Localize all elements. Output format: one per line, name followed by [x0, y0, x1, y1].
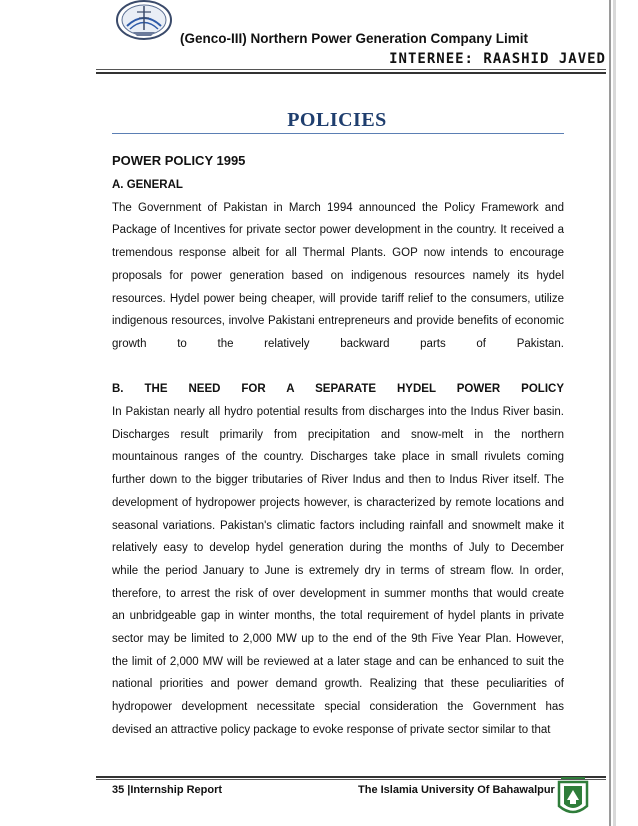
paragraph-line: Discharges result primarily from precipitation and snow-melt in the northern — [112, 428, 564, 441]
paragraph-line: Package of Incentives for private sector power development in the country. It received a — [112, 224, 564, 237]
paragraph-line: resources. Hydel power being cheaper, will provide tariff relief to the consumers, utilize — [112, 292, 564, 305]
paragraph-line: tremendous response albeit for all Thermal Plants. GOP now intends to encourage — [112, 247, 564, 260]
need-heading: B. THE NEED FOR A SEPARATE HYDEL POWER POLICY — [112, 383, 564, 396]
paragraph-line: sector may be limited to 2,000 MW up to the end of the 9th Five Year Plan. However, — [112, 633, 564, 646]
paragraph-line: further down to the bigger tributaries of River Indus and then to Indus River itself. The — [112, 474, 564, 487]
paragraph-line: while the period January to June is extremely dry in terms of stream flow. In order, — [112, 564, 564, 577]
general-paragraph — [112, 197, 564, 356]
section-heading: POLICIES — [287, 109, 387, 131]
heading-underline — [112, 133, 564, 134]
paragraph-line: the limit of 2,000 MW will be reviewed at a later stage and can be enhanced to suit the — [112, 655, 564, 668]
company-logo-icon — [115, 0, 173, 44]
paragraph-line: indigenous resources, involve Pakistani entrepreneurs and provide benefits of economic — [112, 315, 564, 328]
footer-page-label: 35 |Internship Report — [112, 784, 223, 796]
general-heading: A. GENERAL — [112, 179, 183, 191]
paragraph-line: In Pakistan nearly all hydro potential results from discharges into the Indus River basin. — [112, 406, 564, 419]
paragraph-line: growth to the relatively backward parts of Pakistan. — [112, 337, 564, 350]
paragraph-line: national priorities and power demand growth. Realizing that these peculiarities of — [112, 678, 564, 691]
document-body — [112, 150, 564, 742]
university-emblem-icon — [556, 776, 590, 820]
header-internee-name: INTERNEE: RAASHID JAVED — [389, 51, 606, 67]
footer-divider-thick — [96, 776, 606, 778]
paragraph-line: mountainous ranges of the country. Discharges take place in small rivulets coming — [112, 451, 564, 464]
paragraph-line: relatively easy to develop hydel generation during the months of July to December — [112, 542, 564, 555]
paragraph-line: development of hydropower projects however, is characterized by remote locations and — [112, 496, 564, 509]
header-company-title: (Genco-III) Northern Power Generation Company Limit — [180, 31, 529, 46]
header-divider — [96, 69, 606, 70]
paragraph-line: proposals for power generation based on indigenous resources namely its hydel — [112, 269, 564, 282]
paragraph-gap — [112, 356, 564, 379]
footer-divider — [96, 779, 606, 780]
paragraph-line: devised an attractive policy package to evoke response of private sector similar to that — [112, 723, 551, 736]
paragraph-line: seasonal variations. Pakistan's climatic factors including rainfall and snowmelt make it — [112, 519, 564, 532]
need-paragraph — [112, 401, 564, 742]
policy-title: POWER POLICY 1995 — [112, 153, 246, 168]
paragraph-line: an unbridgeable gap in winter months, the total requirement of hydel plants in private — [112, 610, 564, 623]
header-divider-thick — [96, 72, 606, 74]
footer-university-name: The Islamia University Of Bahawalpur — [358, 784, 555, 796]
paragraph-line: therefore, to arrest the risk of over development in summer months that would create — [112, 587, 564, 600]
paragraph-line: hydropower development necessitate special consideration the Government has — [112, 701, 564, 714]
paragraph-line: The Government of Pakistan in March 1994 announced the Policy Framework and — [112, 201, 564, 214]
